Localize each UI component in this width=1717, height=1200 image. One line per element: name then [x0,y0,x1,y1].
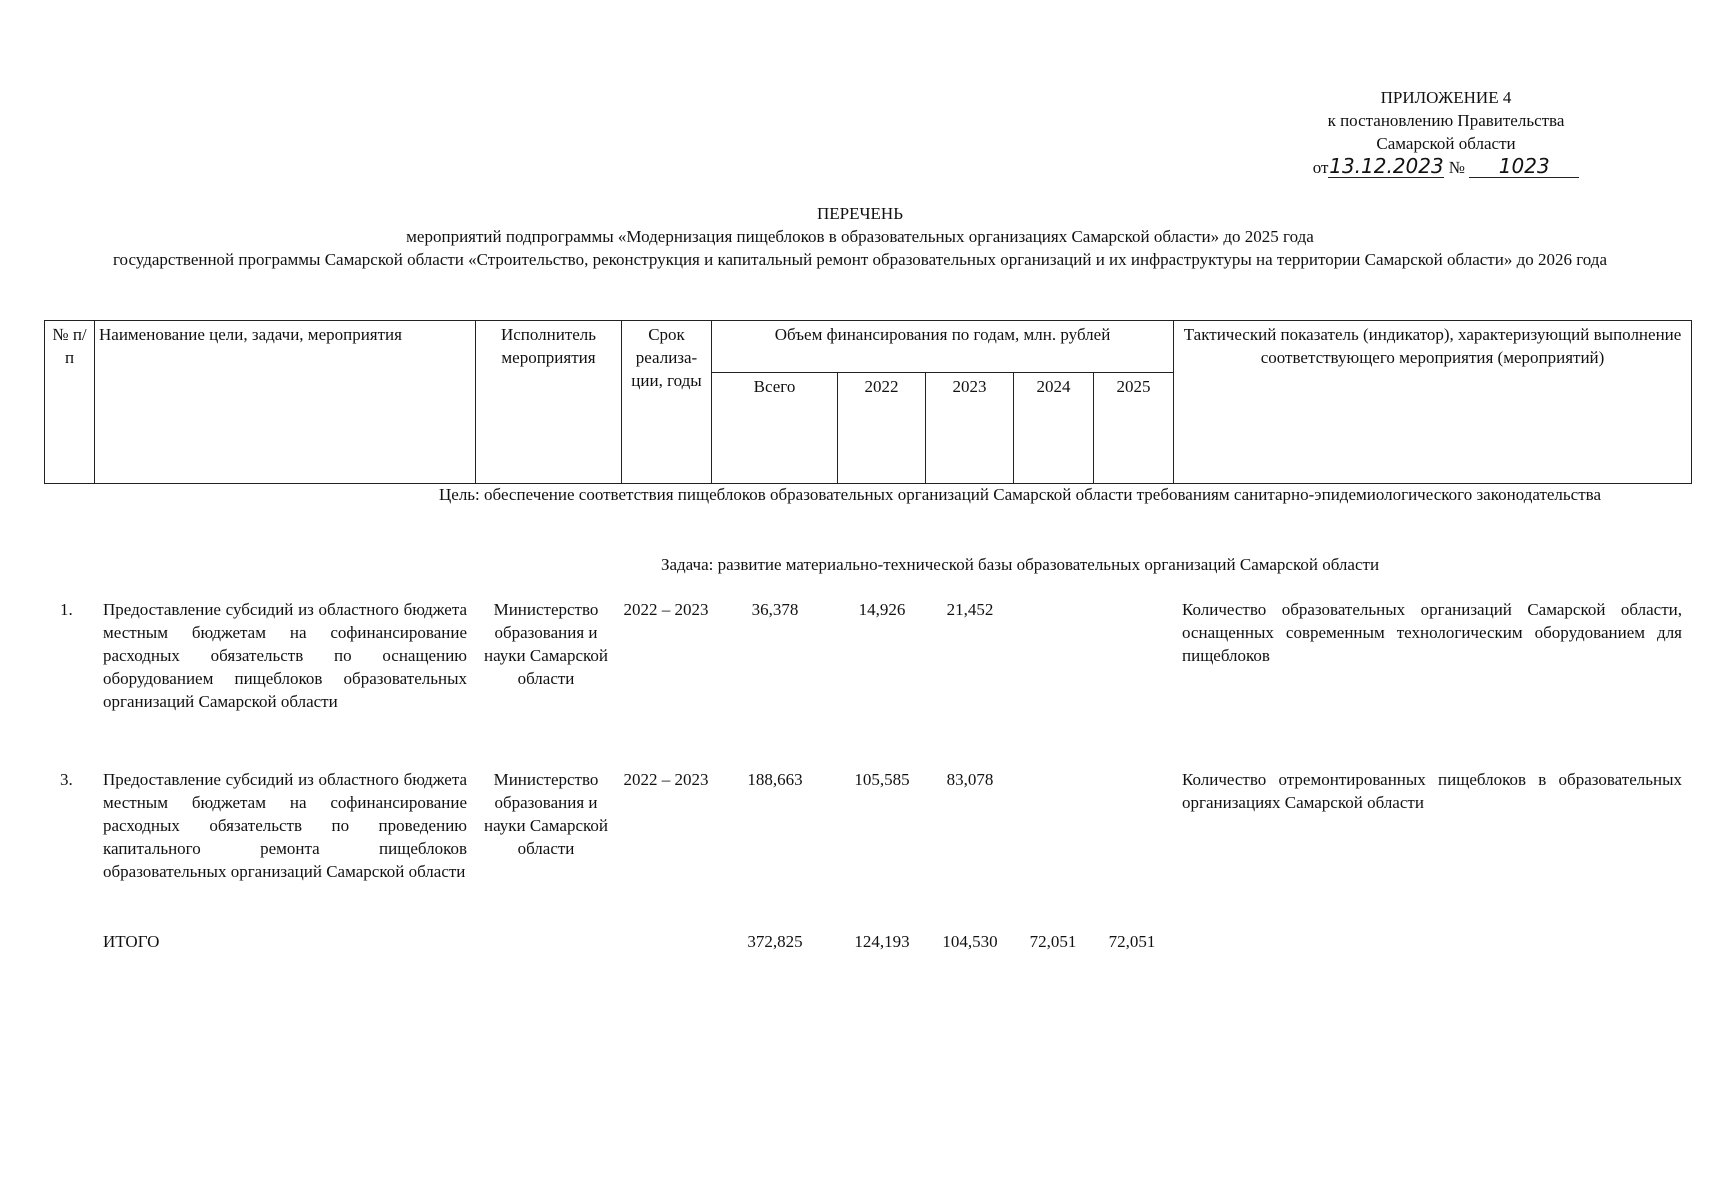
header-term: Срок реализа-ции, годы [622,321,712,484]
row-indicator: Количество отремонтированных пищеблоков в образовательных организациях Самарской области [1182,770,1682,812]
header-total: Всего [712,373,838,484]
date-prefix: от [1312,158,1329,177]
appendix-block [1296,86,1596,179]
row-2022: 105,585 [854,770,910,789]
row-term: 2022 – 2023 [623,600,709,619]
header-2023: 2023 [926,373,1014,484]
number-prefix: № [1448,158,1465,177]
measures-table-header [44,320,1692,484]
row-num: 3. [60,770,73,789]
handwritten-number: 1023 [1469,155,1579,178]
totals-2022: 124,193 [854,932,910,951]
document-subtitle-1: мероприятий подпрограммы «Модернизация пищеблоков в образовательных организациях Самарской области» до 2025 года [406,227,1314,246]
row-2023: 21,452 [946,600,994,619]
row-term: 2022 – 2023 [623,770,709,789]
row-name: Предоставление субсидий из областного бюджета местным бюджетам на софинансирование расходных обязательств по проведению капитального ремонта пищеблоков образовательных организаций Самарской области [103,770,467,881]
totals-label: ИТОГО [103,932,160,951]
header-financing: Объем финансирования по годам, млн. рублей [712,321,1174,373]
row-2022: 14,926 [858,600,906,619]
row-total: 188,663 [747,770,803,789]
row-executor: Министерство образования и науки Самарской области [484,600,608,688]
row-name: Предоставление субсидий из областного бюджета местным бюджетам на софинансирование расходных обязательств по оснащению оборудованием пищеблоков образовательных организаций Самарской области [103,600,467,711]
document-title: ПЕРЕЧЕНЬ [817,204,903,223]
totals-total: 372,825 [747,932,803,951]
header-2025: 2025 [1094,373,1174,484]
task-text: Задача: развитие материально-технической базы образовательных организаций Самарской области [660,555,1380,574]
header-2024: 2024 [1014,373,1094,484]
handwritten-date: 13.12.2023 [1329,154,1444,178]
header-indicator: Тактический показатель (индикатор), характеризующий выполнение соответствующего мероприятия (мероприятий) [1174,321,1692,484]
appendix-line-2: Самарской области [1376,134,1516,153]
document-title-block [40,202,1680,271]
appendix-date-line [1296,155,1596,179]
header-2022: 2022 [838,373,926,484]
appendix-line-1: к постановлению Правительства [1327,111,1565,130]
totals-2025: 72,051 [1108,932,1156,951]
row-executor: Министерство образования и науки Самарской области [484,770,608,858]
header-num: № п/п [45,321,95,484]
document-subtitle-2: государственной программы Самарской области «Строительство, реконструкция и капитальный ремонт образовательных организаций и их инфраструктуры на территории Самарской области» до 2026 года [113,250,1607,269]
header-name: Наименование цели, задачи, мероприятия [95,321,476,484]
row-indicator: Количество образовательных организаций Самарской области, оснащенных современным технологическим оборудованием для пищеблоков [1182,600,1682,665]
header-executor: Исполнитель мероприятия [476,321,622,484]
totals-2023: 104,530 [942,932,998,951]
row-num: 1. [60,600,73,619]
row-2023: 83,078 [946,770,994,789]
appendix-title: ПРИЛОЖЕНИЕ 4 [1380,88,1512,107]
totals-2024: 72,051 [1029,932,1077,951]
row-total: 36,378 [751,600,799,619]
goal-text: Цель: обеспечение соответствия пищеблоков образовательных организаций Самарской области требованиям санитарно-эпидемиологического законодательства [439,485,1601,504]
